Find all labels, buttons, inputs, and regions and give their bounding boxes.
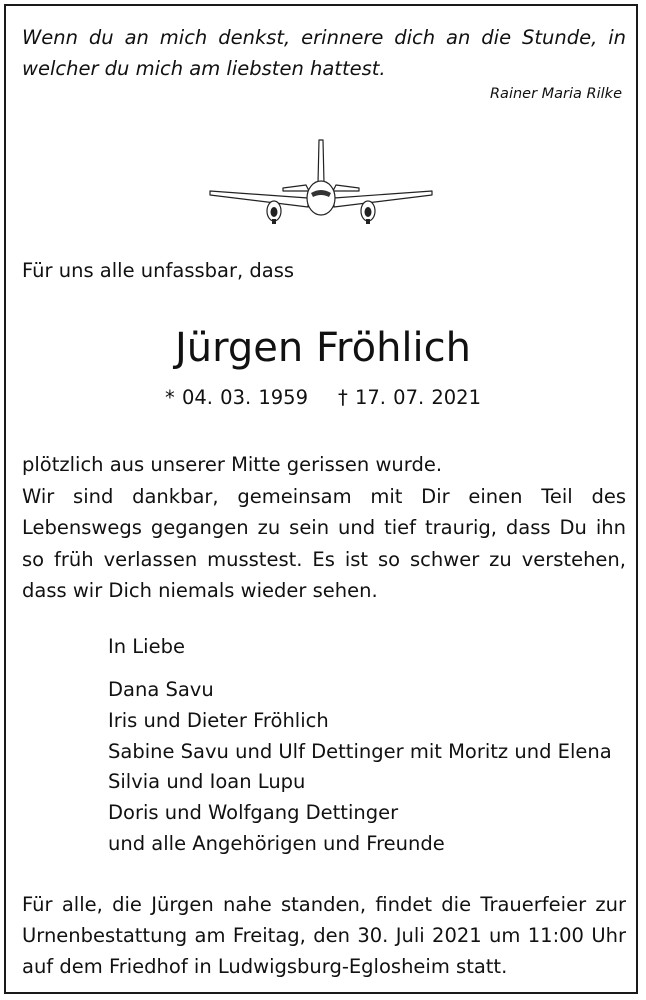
funeral-details: Für alle, die Jürgen nahe standen, findet die Trauerfeier zur Urnenbestattung am Freitag, den 30. Juli 2021 um 11:00 Uhr auf dem Friedhof in Ludwigsburg-Eglosheim statt. bbox=[22, 893, 626, 978]
mourner-item: Doris und Wolfgang Dettinger bbox=[108, 801, 399, 825]
death-date: † 17. 07. 2021 bbox=[338, 386, 481, 409]
life-dates bbox=[0, 384, 646, 412]
mourner-item: Iris und Dieter Fröhlich bbox=[108, 708, 329, 732]
mourner-item: Silvia und Ioan Lupu bbox=[108, 770, 306, 794]
airplane-icon bbox=[207, 135, 435, 227]
obituary-text bbox=[22, 449, 626, 607]
intro-line: Für uns alle unfassbar, dass bbox=[22, 259, 295, 282]
obituary-line: plötzlich aus unserer Mitte gerissen wurde. bbox=[22, 453, 443, 476]
birth-date: * 04. 03. 1959 bbox=[165, 386, 308, 409]
mourner-item: und alle Angehörigen und Freunde bbox=[108, 831, 445, 855]
poem-quote: Wenn du an mich denkst, erinnere dich an die Stunde, in welcher du mich am liebsten hattest. bbox=[22, 26, 626, 80]
deceased-name: Jürgen Fröhlich bbox=[174, 325, 471, 371]
mourner-item: Sabine Savu und Ulf Dettinger mit Moritz und Elena bbox=[108, 739, 612, 763]
quote-author: Rainer Maria Rilke bbox=[489, 86, 622, 102]
mourner-item: Dana Savu bbox=[108, 678, 214, 701]
mourners-list bbox=[108, 675, 612, 860]
obituary-paragraph: Wir sind dankbar, gemeinsam mit Dir einen Teil des Lebenswegs gegangen zu sein und tief traurig, dass Du ihn so früh verlassen musstest. Es ist so schwer zu verstehen, dass wir Dich niemals wieder sehen. bbox=[22, 484, 626, 602]
closing-phrase: In Liebe bbox=[108, 635, 185, 658]
